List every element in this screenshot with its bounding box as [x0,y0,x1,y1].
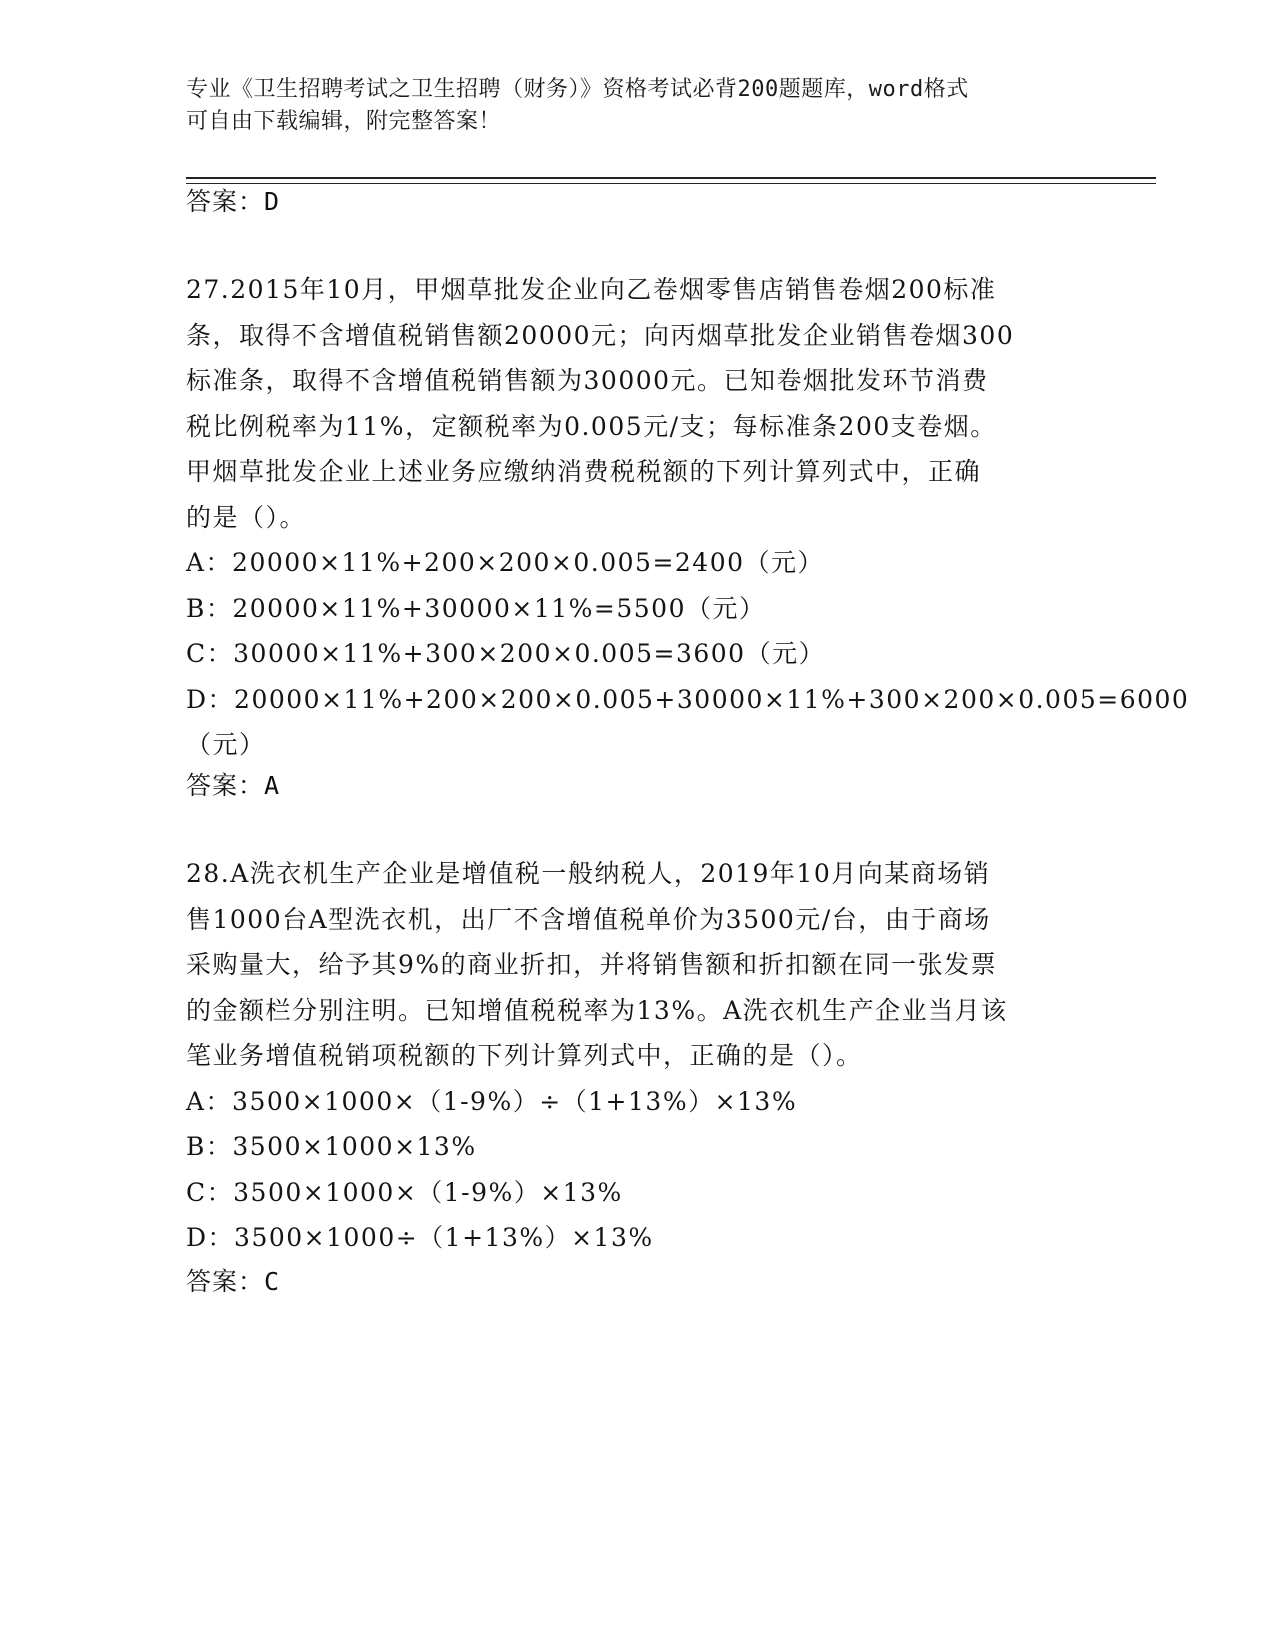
question-28 [186,851,1086,1261]
question-27-stem-line-5: 甲烟草批发企业上述业务应缴纳消费税税额的下列计算列式中，正确 [186,457,982,486]
question-28-option-d: D：3500×1000÷（1+13%）×13% [186,1223,654,1252]
question-28-answer [186,1266,279,1298]
question-27-answer [186,770,279,802]
question-27-option-d-continued: （元） [186,730,266,759]
question-28-stem-line-3: 采购量大，给予其9%的商业折扣，并将销售额和折扣额在同一张发票 [186,950,998,979]
question-27-stem-line-2: 条，取得不含增值税销售额20000元；向丙烟草批发企业销售卷烟300 [186,320,1015,350]
answer-label: 答案： [186,187,265,216]
question-27-stem-line-4: 税比例税率为11%，定额税率为0.005元/支；每标准条200支卷烟。 [186,411,997,441]
answer-value: A [264,771,280,800]
question-27-option-b: B：20000×11%+30000×11%=5500（元） [186,593,766,623]
question-28-stem-line-2: 售1000台A型洗衣机，出厂不含增值税单价为3500元/台，由于商场 [186,904,991,934]
question-28-option-c: C：3500×1000×（1-9%）×13% [186,1177,623,1207]
header-line-1: 专业《卫生招聘考试之卫生招聘（财务）》资格考试必背200题题库，word格式 [186,77,969,102]
question-28-option-a: A：3500×1000×（1-9%）÷（1+13%）×13% [186,1086,798,1116]
question-27-option-a: A：20000×11%+200×200×0.005=2400（元） [186,548,825,577]
answer-value: D [264,187,280,216]
question-27-option-d: D：20000×11%+200×200×0.005+30000×11%+300×200×0.005=6000 [186,684,1190,714]
page-header [186,74,1066,138]
question-28-stem-line-1: 28.A洗衣机生产企业是增值税一般纳税人，2019年10月向某商场销 [186,859,991,888]
answer-value: C [264,1267,280,1296]
question-27 [186,267,1190,768]
question-28-option-b: B：3500×1000×13% [186,1132,477,1161]
question-28-stem-line-4: 的金额栏分别注明。已知增值税税率为13%。A洗衣机生产企业当月该 [186,995,1008,1025]
header-divider-thin [186,183,1156,184]
answer-label: 答案： [186,1267,265,1296]
question-27-option-c: C：30000×11%+300×200×0.005=3600（元） [186,639,826,668]
question-27-stem-line-1: 27.2015年10月，甲烟草批发企业向乙卷烟零售店销售卷烟200标准 [186,275,997,304]
header-line-2: 可自由下载编辑，附完整答案！ [186,109,502,134]
header-divider-thick [186,177,1156,179]
question-27-stem-line-6: 的是（）。 [186,502,307,532]
previous-answer [186,186,279,218]
question-27-stem-line-3: 标准条，取得不含增值税销售额为30000元。已知卷烟批发环节消费 [186,366,989,395]
question-28-stem-line-5: 笔业务增值税销项税额的下列计算列式中，正确的是（）。 [186,1041,863,1070]
answer-label: 答案： [186,771,265,800]
